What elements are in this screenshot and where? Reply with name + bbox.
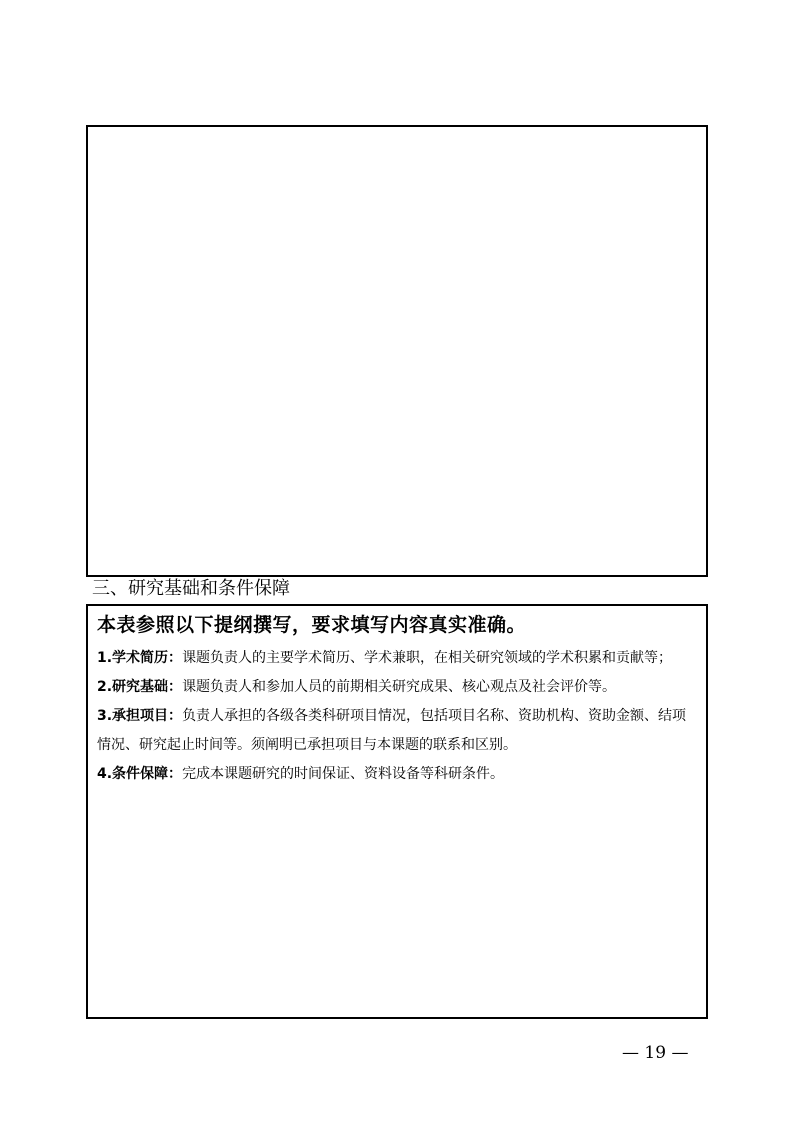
page-number: — 19 —	[622, 1043, 689, 1063]
conditions-guarantee-item	[97, 760, 698, 789]
research-basis-label: 2.研究基础：	[97, 679, 183, 695]
undertaken-projects-text: 负责人承担的各级各类科研项目情况，包括项目名称、资助机构、资助金额、结项情况、研究起止时间等。须阐明已承担项目与本课题的联系和区别。	[97, 708, 687, 753]
academic-resume-label: 1.学术简历：	[97, 650, 183, 666]
undertaken-projects-item	[97, 702, 698, 760]
research-basis-item	[97, 673, 698, 702]
academic-resume-text: 课题负责人的主要学术简历、学术兼职，在相关研究领域的学术积累和贡献等；	[182, 650, 673, 666]
research-basis-text: 课题负责人和参加人员的前期相关研究成果、核心观点及社会评价等。	[182, 679, 617, 695]
conditions-guarantee-label: 4.条件保障：	[97, 766, 183, 782]
conditions-guarantee-text: 完成本课题研究的时间保证、资料设备等科研条件。	[182, 766, 505, 782]
section-heading: 三、研究基础和条件保障	[92, 578, 290, 599]
undertaken-projects-label: 3.承担项目：	[97, 708, 183, 724]
research-foundation-box	[86, 604, 708, 1019]
previous-section-box	[86, 125, 708, 577]
research-foundation-content	[88, 606, 706, 789]
academic-resume-item	[97, 644, 698, 673]
instruction-text: 本表参照以下提纲撰写，要求填写内容真实准确。	[97, 614, 527, 636]
